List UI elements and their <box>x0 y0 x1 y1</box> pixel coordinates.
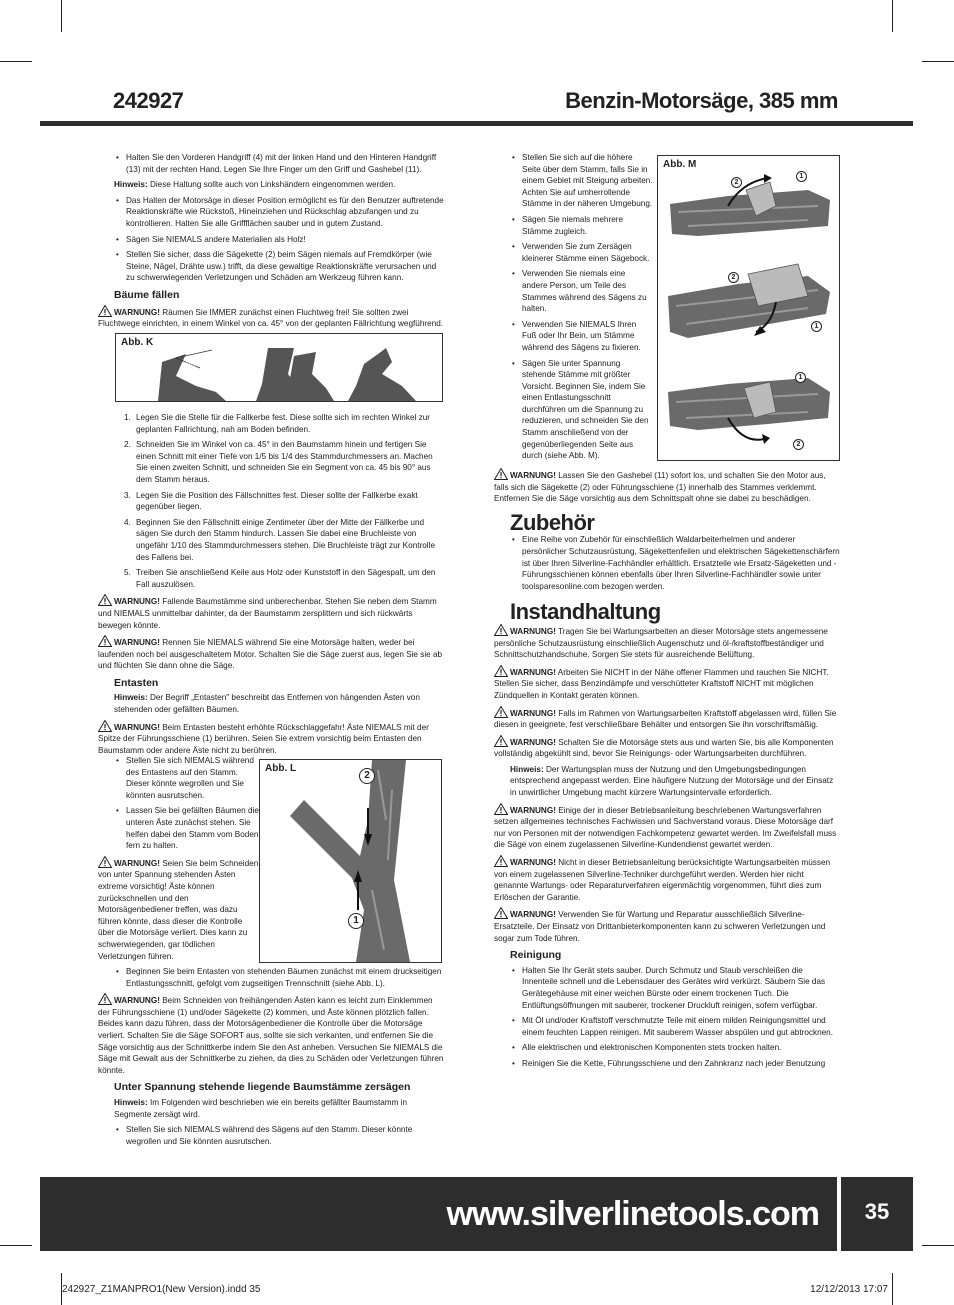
callout-2: 2 <box>359 768 375 784</box>
section-heading: Entasten <box>114 676 159 689</box>
header-rule <box>40 121 913 126</box>
warning: WARNUNG! Einige der in dieser Betriebsanleitung beschriebenen Wartungsverfahren setzen allgemeines technisches Fachwissen und Sachverstand voraus. Diese Motorsäge darf nur von Personen mit der notwendigen Fachkompetenz gewartet werden. Im Zweifelsfall muss die Säge von einem zugelassenen Silverline-Kundendienst gewartet werden. <box>494 803 840 851</box>
product-code: 242927 <box>113 88 184 113</box>
warning: WARNUNG! Verwenden Sie für Wartung und Reparatur ausschließlich Silverline-Ersatzteile. Der Einsatz von Drittanbieterkomponenten kann zu schweren Verletzungen und sogar zum Tode führen. <box>494 907 840 944</box>
figure-label: Abb. L <box>265 763 297 774</box>
list-item: 5. Treiben Sie anschließend Keile aus Holz oder Kunststoff in den Sägespalt, um den Fall auszulösen. <box>124 568 436 589</box>
figure-note: Abb K: 45° oder 90° <box>182 362 231 368</box>
callout-2: 2 <box>793 439 804 450</box>
warning: WARNUNG! Tragen Sie bei Wartungsarbeiten an dieser Motorsäge stets angemessene persönliche Schutzausrüstung einschließlich Augenschutz und öl-/kraftstoffbeständiger und Schnittschutzhandschuhe. Sorgen Sie stets für ausreichende Belüftung. <box>494 624 840 661</box>
list-item: 3. Legen Sie die Position des Fällschnittes fest. Dieser sollte der Fallkerbe exakt gegenüber liegen. <box>124 490 418 512</box>
section-title-instandhaltung: Instandhaltung <box>510 599 661 625</box>
warning: WARNUNG! Falls im Rahmen von Wartungsarbeiten Kraftstoff abgelassen wird, füllen Sie diesen in geeignete, fest verschließbare Behälter und entsorgen Sie ihn vorschriftsmäßig. <box>494 706 840 731</box>
list-item: • Stellen Sie sicher, dass die Sägekette (2) beim Sägen niemals auf Fremdkörper (wie Steine, Nägel, Drähte usw.) trifft, da diese gewaltige Reaktionskräfte verursachen und zu schwerwiegenden Verletzungen und Schäden am Werkzeug führen kann. <box>114 249 445 284</box>
crop-mark <box>0 1245 32 1246</box>
list-item: • Beginnen Sie beim Entasten von stehenden Bäumen zunächst mit einem druckseitigen Entlastungsschnitt, gefolgt vom zugseitigen Trennschnitt (siehe Abb. L). <box>114 966 445 989</box>
crop-mark <box>922 61 954 62</box>
section-heading: Bäume fällen <box>114 288 180 301</box>
figure-abb-m <box>657 155 840 461</box>
list-item: • Halten Sie Ihr Gerät stets sauber. Durch Schmutz und Staub verschleißen die Innenteile schnell und die Lebensdauer des Gerätes wird verkürzt. Säubern Sie das Gerätegehäuse mit einer weichen Bürste oder einem trockenen Tuch. Die Entlüftungsöffnungen mit sauberer, trockener Druckluft reinigen, sofern verfügbar. <box>510 965 840 1011</box>
website-link[interactable]: www.silverlinetools.com <box>446 1195 819 1233</box>
warning: WARNUNG! Nicht in dieser Betriebsanleitung berücksichtigte Wartungsarbeiten müssen von einem zugelassenen Silverline-Techniker durchgeführt werden. Werden hier nicht genannte Wartungs- oder Reparaturverfahren eigenmächtig vorgenommen, führt dies zum Erlöschen der Garantie. <box>494 855 840 903</box>
section-heading: Unter Spannung stehende liegende Baumstämme zersägen <box>114 1081 411 1094</box>
section-heading: Reinigung <box>510 949 562 962</box>
warning: WARNUNG! Lassen Sie den Gashebel (11) sofort los, und schalten Sie den Motor aus, falls sich die Sägekette (2) oder Führungsschiene (1) innerhalb des Stammes verklemmt. Entfernen Sie die Säge vorsichtig aus dem Schnittspalt ohne sie dabei zu beschädigen. <box>494 468 840 505</box>
warning-icon <box>494 855 508 867</box>
warning: WARNUNG! Beim Schneiden von freihängenden Ästen kann es leicht zum Einklemmen der Führungsschiene (1) und/oder Sägekette (2) kommen, und Äste können plötzlich fallen. Beides kann dazu führen, dass der Motorsägenbediener die Kontrolle über die Motorsäge verliert. Schalten Sie die Säge SOFORT aus, sollte sie sich verkanten, und entfernen Sie die Säge vorsichtig aus der Schnittkerbe indem Sie den Ast anheben. Versuchen Sie NIEMALS die Säge mit Gewalt aus der Schnittkerbe zu ziehen, da dies zu Schäden oder Verletzungen führen könnte. <box>98 993 445 1076</box>
warning-icon <box>98 635 112 647</box>
callout-1: 1 <box>348 913 364 929</box>
felling-notch-illustration <box>116 334 442 401</box>
warning-icon <box>98 720 112 732</box>
left-narrow-column <box>98 755 259 966</box>
warning-icon <box>494 665 508 677</box>
figure-label: Abb. K <box>121 337 154 348</box>
warning: WARNUNG! Seien Sie beim Schneiden von unter Spannung stehenden Ästen extreme vorsichtig! Äste können zurückschnellen und den Motorsägenbediener treffen, was dazu führen könnte, dass dieser die Kontrolle über die Motorsäge verliert. Dies kann zu schwerwiegenden, gar tödlichen Verletzungen führen. <box>98 856 259 962</box>
warning-icon <box>494 907 508 919</box>
hinweis: Hinweis: Der Wartungsplan muss der Nutzung und den Umgebungsbedingungen entsprechend angepasst werden. Eine häufigere Nutzung der Motorsäge und der Einsatz in unwirtlicher Umgebung macht kürzere Wartungsintervalle erforderlich. <box>510 764 834 798</box>
section-title-zubehoer: Zubehör <box>510 509 595 535</box>
hinweis: Hinweis: Diese Haltung sollte auch von Linkshändern eingenommen werden. <box>114 180 396 190</box>
crop-mark <box>61 0 62 32</box>
warning: WARNUNG! Arbeiten Sie NICHT in der Nähe offener Flammen und rauchen Sie NICHT. Stellen Sie sicher, dass Benzindämpfe und verschütteter Kraftstoff NICHT mit möglichen Zündquellen in Kontakt geraten können. <box>494 665 840 702</box>
warning: WARNUNG! Fallende Baumstämme sind unberechenbar. Stehen Sie neben dem Stamm und NIEMALS unmittelbar dahinter, da der Baumstamm zersplittern und sich rückwärts bewegen könnte. <box>98 594 445 631</box>
hinweis: Hinweis: Im Folgenden wird beschrieben wie ein bereits gefällter Baumstamm in Segmente zersägt wird. <box>114 1097 408 1119</box>
warning-icon <box>494 735 508 747</box>
warning-icon <box>98 993 112 1005</box>
left-column-2 <box>98 412 445 760</box>
callout-1: 1 <box>795 372 806 383</box>
list-item: • Verwenden Sie zum Zersägen kleinerer Stämme einen Sägebock. <box>510 241 653 264</box>
list-item: • Sägen Sie unter Spannung stehende Stämme mit größter Vorsicht. Beginnen Sie, indem Sie einen Entlastungsschnitt durchführen um die Spannung zu reduzieren, und schneiden Sie den Stamm anschließend von der gegenüberliegenden Seite aus durch (siehe Abb. M). <box>510 358 653 462</box>
right-narrow-column <box>510 152 653 466</box>
warning-icon <box>494 706 508 718</box>
warning: WARNUNG! Räumen Sie IMMER zunächst einen Fluchtweg frei! Sie sollten zwei Fluchtwege einrichten, in einem Winkel von ca. 45° von der geplanten Fällrichtung wegführend. <box>98 305 445 330</box>
list-item: • Lassen Sie bei gefällten Bäumen die unteren Äste zunächst stehen. Sie helfen dabei den Stamm vom Boden fern zu halten. <box>114 805 259 851</box>
list-item: • Stellen Sie sich auf die höhere Seite über dem Stamm, falls Sie in einem Gebiet mit Steigung arbeiten. Achten Sie auf umherrollende Stämme in der näheren Umgebung. <box>510 152 653 210</box>
list-item: • Stellen Sie sich NIEMALS während des Sägens auf den Stamm. Dieser könnte wegrollen und Sie könnten ausrutschen. <box>114 1124 445 1147</box>
callout-1: 1 <box>796 171 807 182</box>
figure-abb-l <box>259 759 442 963</box>
figure-abb-k <box>115 333 443 402</box>
footer-bar <box>40 1177 837 1251</box>
warning: WARNUNG! Schalten Sie die Motorsäge stets aus und warten Sie, bis alle Komponenten vollständig abgekühlt sind, bevor Sie Reinigungs- oder Wartungsarbeiten durchführen. <box>494 735 840 760</box>
log-cut-illustration <box>658 156 839 460</box>
page-number-box <box>841 1177 913 1251</box>
date-slug: 12/12/2013 17:07 <box>810 1284 888 1295</box>
warning-icon <box>98 305 112 317</box>
warning-icon <box>494 624 508 636</box>
list-item: 1. Legen Sie die Stelle für die Fallkerbe fest. Diese sollte sich im rechten Winkel zur geplanten Fallrichtung, nah am Boden befinden. <box>124 413 430 434</box>
list-item: • Mit Öl und/oder Kraftstoff verschmutzte Teile mit einem milden Reinigungsmittel und einem feuchten Lappen reinigen. Mit sauberem Wasser abspülen und gut abtrocknen. <box>510 1015 840 1038</box>
list-item: • Verwenden Sie NIEMALS Ihren Fuß oder Ihr Bein, um Stämme während des Sägens zu fixieren. <box>510 319 653 354</box>
page-title: Benzin-Motorsäge, 385 mm <box>565 88 838 113</box>
right-column <box>494 468 840 1074</box>
list-item: • Reinigen Sie die Kette, Führungsschiene und den Zahnkranz nach jeder Benutzung <box>510 1058 840 1070</box>
callout-2: 2 <box>731 177 742 188</box>
warning: WARNUNG! Beim Entasten besteht erhöhte Rückschlaggefahr! Äste NIEMALS mit der Spitze der Führungsschiene (1) berühren. Seien Sie extrem vorsichtig beim Entasten den Baumstamm oder andere Äste nicht zu berühren. <box>98 720 445 757</box>
list-item: • Stellen Sie sich NIEMALS während des Entastens auf den Stamm. Dieser könnte wegrollen und Sie könnten ausrutschen. <box>114 755 259 801</box>
crop-mark <box>892 1273 893 1305</box>
figure-label: Abb. M <box>663 159 697 170</box>
warning-icon <box>98 856 112 868</box>
left-column-3 <box>98 966 445 1151</box>
list-item: 4. Beginnen Sie den Fällschnitt einige Zentimeter über der Mitte der Fällkerbe und sägen Sie durch den Stamm hindurch. Lassen Sie dabei eine Bruchleiste von ungefähr 1/10 des Stammdurchmessers stehen. Die Bruchleiste trägt zur Kontrolle des Fallens bei. <box>124 517 435 562</box>
warning-icon <box>494 468 508 480</box>
hinweis: Hinweis: Der Begriff „Entasten" beschreibt das Entfernen von hängenden Ästen von stehenden oder gefällten Bäumen. <box>114 693 420 715</box>
warning: WARNUNG! Rennen Sie NIEMALS während Sie eine Motorsäge halten, weder bei laufenden noch bei ausgeschaltetem Motor. Schalten Sie die Säge zuerst aus, legen Sie sie ab und flüchten Sie dann ohne die Säge. <box>98 635 445 672</box>
crop-mark <box>892 0 893 32</box>
crop-mark <box>0 61 32 62</box>
crop-mark <box>922 1245 954 1246</box>
page-number: 35 <box>864 1199 890 1224</box>
list-item: • Alle elektrischen und elektronischen Komponenten stets trocken halten. <box>510 1042 840 1054</box>
list-item: • Verwenden Sie niemals eine andere Person, um Teile des Stammes während des Sägens zu halten. <box>510 268 653 314</box>
file-slug: 242927_Z1MANPRO1(New Version).indd 35 <box>62 1284 261 1295</box>
callout-1: 1 <box>811 321 822 332</box>
list-item: • Sägen Sie NIEMALS andere Materialien als Holz! <box>114 234 445 246</box>
left-column <box>98 152 445 334</box>
warning-icon <box>494 803 508 815</box>
branch-cut-illustration <box>260 760 441 962</box>
list-item: • Halten Sie den Vorderen Handgriff (4) mit der linken Hand und den Hinteren Handgriff (13) mit der rechten Hand. Legen Sie Ihre Finger um den Griff und Gashebel (11). <box>114 152 445 175</box>
list-item: • Eine Reihe von Zubehör für einschließlich Waldarbeiterhelmen und anderer persönlicher Schutzausrüstung, Sägekettenfeilen und elektrischen Sägekettenschärfern ist über Ihren Silverline-Fachhändler erhältlich. Ersatzteile wie Ersatz-Sägeketten und -Führungsschienen können ebenfalls über Ihren Silverline-Fachhändler sowie unter toolsparesonline.com bezogen werden. <box>510 534 840 592</box>
warning-icon <box>98 594 112 606</box>
list-item: 2. Schneiden Sie im Winkel von ca. 45° in den Baumstamm hinein und fertigen Sie einen Schnitt mit einer Tiefe von 1/5 bis 1/4 des Stammdurchmessers an. Machen Sie einen zweiten Schnitt, und schneiden Sie ein Segment von ca. 45 bis 90° aus dem Stamm heraus. <box>124 440 433 484</box>
list-item: • Sägen Sie niemals mehrere Stämme zugleich. <box>510 214 653 237</box>
callout-2: 2 <box>728 272 739 283</box>
list-item: • Das Halten der Motorsäge in dieser Position ermöglicht es für den Benutzer auftretende Reaktionskräfte wie Rückstoß, Hineinziehen und Rückschlag abzufangen und zu kontrollieren. Halten Sie alle Griffflächen sauber und in gutem Zustand. <box>114 195 445 230</box>
